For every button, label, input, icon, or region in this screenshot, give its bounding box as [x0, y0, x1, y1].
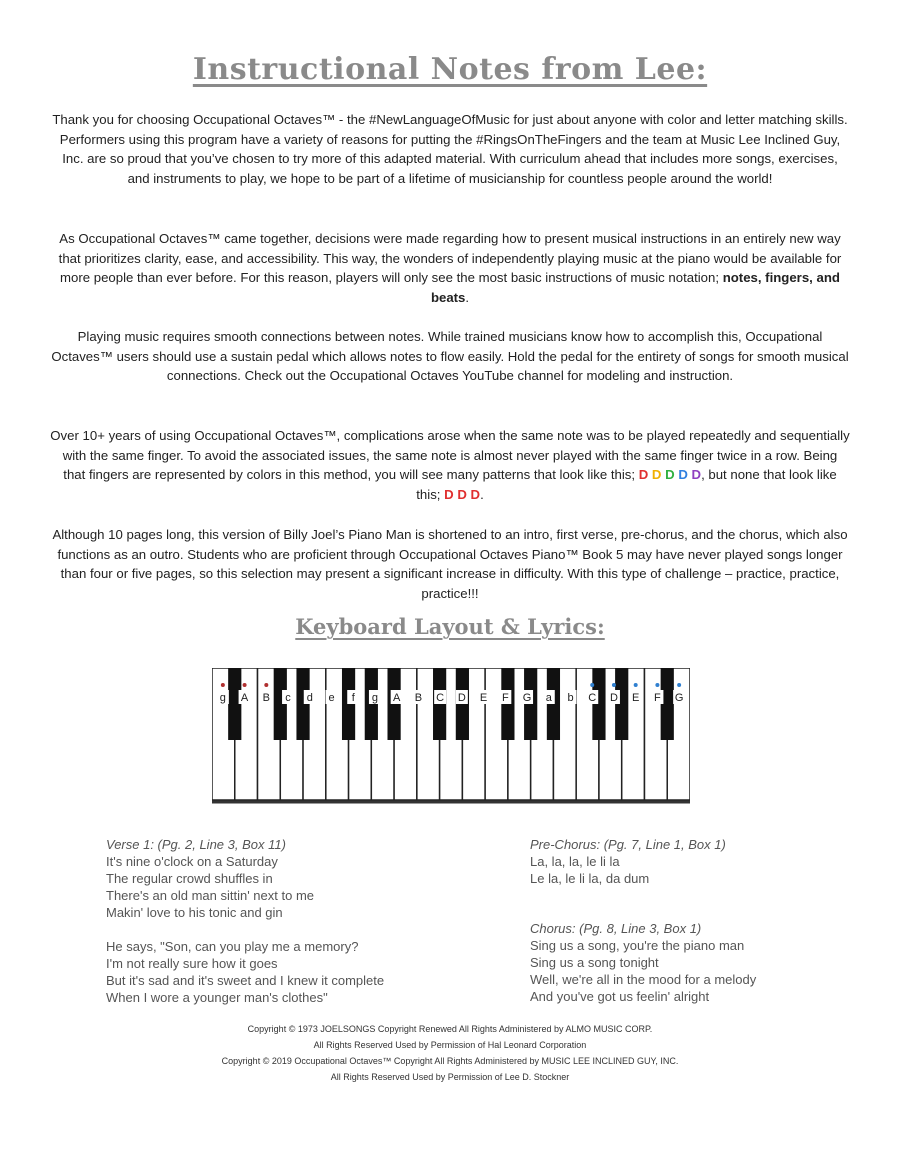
- key-label: A: [393, 692, 401, 704]
- key-label: C: [436, 692, 445, 704]
- finger-dot: [243, 683, 247, 687]
- key-label: G: [522, 692, 532, 704]
- copyright-line: All Rights Reserved Used by Permission of Lee D. Stockner: [330, 1072, 570, 1082]
- key-label: F: [501, 692, 509, 704]
- prechorus-heading: Pre-Chorus: (Pg. 7, Line 1, Box 1): [530, 837, 726, 852]
- lyric-line: Sing us a song, you're the piano man: [530, 938, 745, 953]
- chorus-heading: Chorus: (Pg. 8, Line 3, Box 1): [530, 921, 702, 936]
- key-label: C: [588, 692, 597, 704]
- key-label: B: [414, 692, 423, 704]
- key-label: e: [328, 692, 335, 704]
- finger-dot: [221, 683, 225, 687]
- key-label: D: [457, 692, 466, 704]
- key-label: g: [371, 692, 379, 704]
- paragraph-finger-text: Over 10+ years of using Occupational Octaves™, complications arose when the same note was to be played repeatedly and sequentially with the same finger. To avoid the associated issues, the same note is almost never played with the same finger twice in a row. Being that fingers are represented by colors in this method, you will see many patterns that look like this;: [50, 428, 850, 482]
- pattern-good-1: D: [638, 467, 649, 482]
- finger-dot: [677, 683, 681, 687]
- lyric-line: He says, "Son, can you play me a memory?: [106, 939, 359, 954]
- paragraph-finger-patterns: [50, 426, 850, 504]
- section-title-keyboard: Keyboard Layout & Lyrics:: [295, 614, 605, 639]
- key-label: c: [285, 692, 291, 704]
- paragraph-finger-end: .: [480, 486, 484, 502]
- lyric-gap: [106, 921, 384, 938]
- paragraph-notation: [50, 229, 850, 307]
- paragraph-sustain-pedal: Playing music requires smooth connections between notes. While trained musicians know how to accomplish this, Occupational Octaves™ users should use a sustain pedal which allows notes to flow easily. Hold the pedal for the entirety of songs for smooth musical connections. Check out the Occupational Octaves YouTube channel for modeling and instruction.: [51, 329, 849, 383]
- paragraph-song-length: Although 10 pages long, this version of Billy Joel’s Piano Man is shortened to an intro, first verse, pre-chorus, and the chorus, which also functions as an outro. Students who are proficient through Occupational Octaves Piano™ Book 5 may have never played songs longer than four or five pages, so this selection may present a significant increase in difficulty. With this type of challenge – practice, practice, practice!!!: [52, 527, 848, 601]
- lyric-line: There's an old man sittin' next to me: [106, 888, 315, 903]
- pattern-bad-3: D: [470, 486, 481, 502]
- lyric-line: The regular crowd shuffles in: [106, 871, 273, 886]
- pattern-bad-2: D: [457, 486, 467, 502]
- pattern-good-3: D: [665, 467, 675, 482]
- key-label: G: [674, 692, 684, 704]
- key-label: B: [262, 692, 270, 704]
- key-label: d: [306, 692, 313, 704]
- finger-dot: [612, 683, 616, 687]
- copyright-line: All Rights Reserved Used by Permission of Hal Leonard Corporation: [313, 1040, 587, 1050]
- paragraph-finger-mid: , but none that look like this;: [416, 467, 837, 502]
- lyric-line: When I wore a younger man's clothes": [106, 990, 328, 1005]
- key-label: A: [240, 692, 249, 704]
- copyright-line: Copyright © 2019 Occupational Octaves™ Copyright All Rights Administered by MUSIC LEE INCLINED GUY, INC.: [221, 1056, 679, 1066]
- prechorus-lyrics: [530, 836, 726, 887]
- lyric-line: And you've got us feelin' alright: [530, 989, 710, 1004]
- lyric-line: Makin' love to his tonic and gin: [106, 905, 283, 920]
- key-label: D: [609, 692, 618, 704]
- key-label: g: [219, 692, 226, 704]
- finger-dot: [590, 683, 594, 687]
- lyric-line: Le la, le li la, da dum: [530, 871, 650, 886]
- chorus-lyrics: [530, 920, 756, 1005]
- key-label: E: [479, 692, 488, 704]
- verse-heading: Verse 1: (Pg. 2, Line 3, Box 11): [106, 837, 286, 852]
- key-label: E: [632, 692, 640, 704]
- pattern-good-4: D: [678, 467, 688, 482]
- finger-dot: [655, 683, 659, 687]
- notation-emphasis: notes, fingers, and beats: [430, 270, 840, 305]
- pattern-good-5: D: [691, 467, 702, 482]
- pattern-good-2: D: [651, 467, 662, 482]
- key-label: F: [654, 692, 661, 704]
- copyright-notice: [0, 1021, 900, 1085]
- lyric-line: Sing us a song tonight: [530, 955, 659, 970]
- lyric-line: La, la, la, le li la: [530, 854, 620, 869]
- key-label: b: [567, 692, 574, 704]
- key-label: f: [351, 692, 355, 704]
- paragraph-intro: Thank you for choosing Occupational Octaves™ - the #NewLanguageOfMusic for just about anyone with color and letter matching skills. Performers using this program have a variety of reasons for putting the #RingsOnTheFingers and the team at Music Lee Inclined Guy, Inc. are so proud that you’ve chosen to try more of this adapted material. With curriculum ahead that includes more songs, exercises, and instruments to play, we hope to be part of a lifetime of musicianship for countless people around the world!: [52, 112, 848, 186]
- page-title: Instructional Notes from Lee:: [192, 52, 708, 87]
- copyright-line: Copyright © 1973 JOELSONGS Copyright Renewed All Rights Administered by ALMO MUSIC CORP.: [247, 1024, 653, 1034]
- verse-lyrics: [106, 836, 384, 1006]
- paragraph-notation-end: .: [465, 289, 470, 305]
- finger-dot: [264, 683, 268, 687]
- key-label: a: [545, 692, 552, 704]
- lyric-line: It's nine o'clock on a Saturday: [106, 854, 278, 869]
- pattern-bad-1: D: [444, 486, 454, 502]
- finger-dot: [634, 683, 638, 687]
- lyric-line: But it's sad and it's sweet and I knew it complete: [106, 973, 385, 988]
- lyric-line: I'm not really sure how it goes: [106, 956, 278, 971]
- paragraph-notation-text: As Occupational Octaves™ came together, decisions were made regarding how to present musical instructions in an entirely new way that prioritizes clarity, ease, and accessibility. This way, the wonders of independently playing music at the piano would be available for more people than ever before. For this reason, players will only see the most basic instructions of music notation;: [58, 231, 842, 285]
- keyboard-diagram: [212, 668, 690, 806]
- lyric-line: Well, we're all in the mood for a melody: [530, 972, 757, 987]
